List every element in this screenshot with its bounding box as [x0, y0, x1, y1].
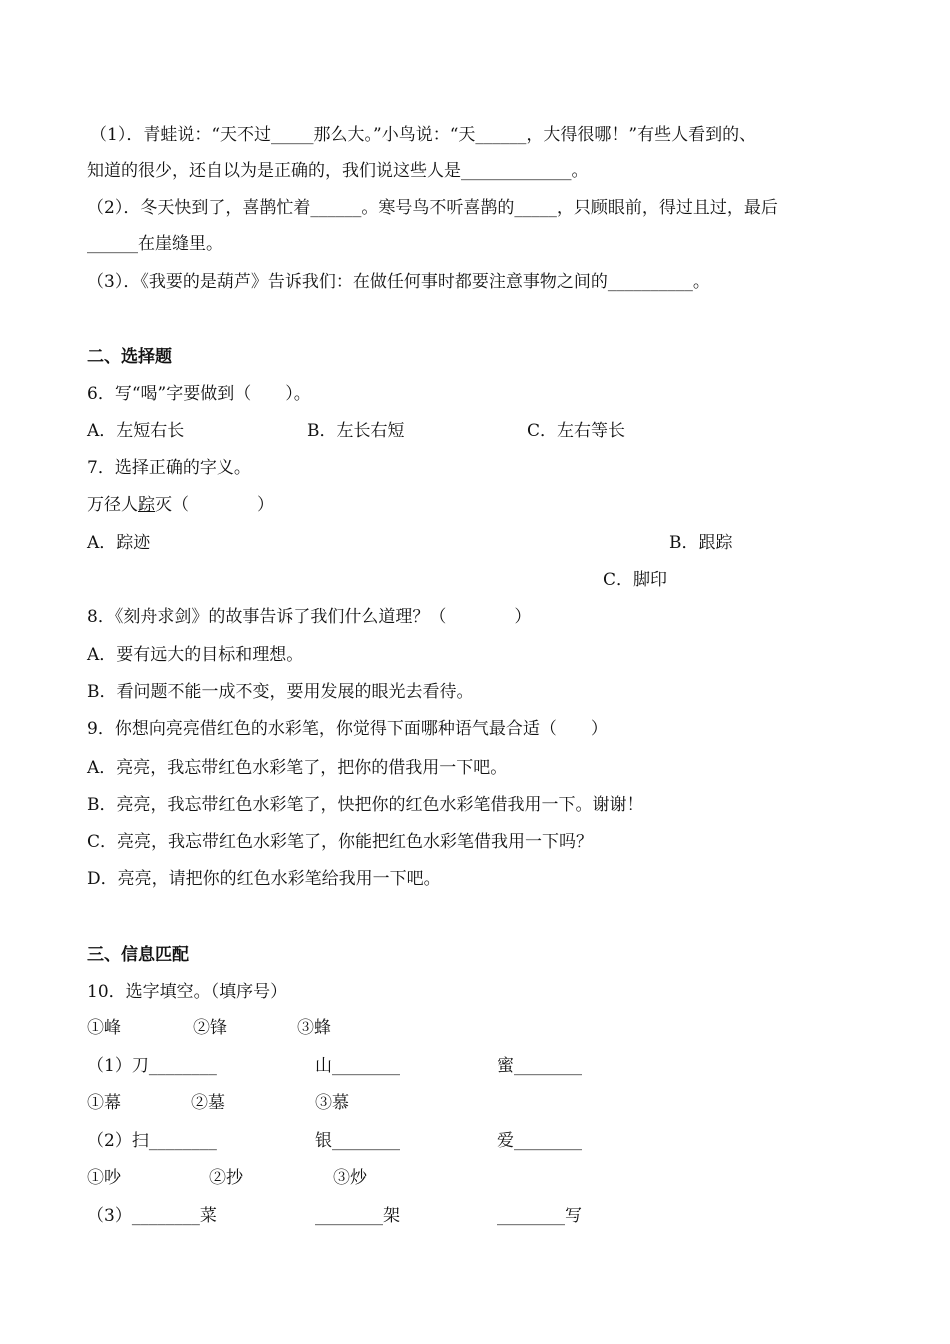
- q3-line-1: （3）．《我要的是葫芦》告诉我们：在做任何事时都要注意事物之间的__________。: [87, 272, 710, 292]
- q7-phrase: [87, 493, 274, 517]
- q10-group1-option: ①峰: [87, 1018, 121, 1038]
- q10-group3-item: ________写: [497, 1206, 582, 1226]
- q10-group1-option: ③蜂: [297, 1018, 331, 1038]
- q1-line-1: （1）．青蛙说：“天不过_____那么大。”小鸟说：“天______，大得很哪！”有些人看到的、: [90, 125, 757, 145]
- q9-option-d: D．亮亮，请把你的红色水彩笔给我用一下吧。: [87, 869, 441, 889]
- q10-group1-item: 蜜________: [497, 1056, 582, 1076]
- q6-option-a: A．左短右长: [87, 421, 185, 441]
- q7-phrase-pre: 万径人: [87, 495, 138, 515]
- q10-group1-option: ②锋: [193, 1018, 227, 1038]
- q7-stem: 7．选择正确的字义。: [87, 458, 251, 478]
- q7-phrase-char: 踪: [138, 495, 155, 515]
- q8-option-b: B．看问题不能一成不变，要用发展的眼光去看待。: [87, 682, 474, 702]
- q10-group2-option: ①幕: [87, 1093, 121, 1113]
- q6-option-b: B．左长右短: [307, 421, 405, 441]
- q9-option-b: B．亮亮，我忘带红色水彩笔了，快把你的红色水彩笔借我用一下。谢谢！: [87, 795, 644, 815]
- q2-line-2: ______在崖缝里。: [87, 234, 223, 254]
- q10-group2-item: 爱________: [497, 1131, 582, 1151]
- q1-line-2: 知道的很少，还自以为是正确的，我们说这些人是_____________。: [87, 161, 589, 181]
- q9-option-a: A．亮亮，我忘带红色水彩笔了，把你的借我用一下吧。: [87, 758, 508, 778]
- q7-option-a: A．踪迹: [87, 533, 151, 553]
- q10-group3-option: ③炒: [333, 1168, 367, 1188]
- q10-group1-item: 山________: [315, 1056, 400, 1076]
- section-heading-matching: 三、信息匹配: [87, 945, 189, 965]
- q10-group1-item: （1）刀________: [87, 1056, 217, 1076]
- q8-option-a: A．要有远大的目标和理想。: [87, 645, 304, 665]
- q7-option-b: B．跟踪: [669, 533, 733, 553]
- q8-stem: 8．《刻舟求剑》的故事告诉了我们什么道理？（ ）: [87, 607, 532, 627]
- q10-group2-item: 银________: [315, 1131, 400, 1151]
- q9-stem: 9．你想向亮亮借红色的水彩笔，你觉得下面哪种语气最合适（ ）: [87, 719, 608, 739]
- q7-phrase-post: 灭（ ）: [155, 495, 274, 515]
- q10-group3-item: ________架: [315, 1206, 400, 1226]
- q6-option-c: C．左右等长: [527, 421, 626, 441]
- q10-stem: 10．选字填空。（填序号）: [87, 982, 288, 1002]
- q10-group3-option: ①吵: [87, 1168, 121, 1188]
- section-heading-choice: 二、选择题: [87, 347, 172, 367]
- q6-stem: 6．写“喝”字要做到（ ）。: [87, 384, 311, 404]
- q10-group3-option: ②抄: [209, 1168, 243, 1188]
- q9-option-c: C．亮亮，我忘带红色水彩笔了，你能把红色水彩笔借我用一下吗？: [87, 832, 594, 852]
- q10-group2-item: （2）扫________: [87, 1131, 217, 1151]
- q2-line-1: （2）．冬天快到了，喜鹊忙着______。寒号鸟不听喜鹊的_____，只顾眼前，得过且过，最后: [87, 198, 778, 218]
- q10-group2-option: ③慕: [315, 1093, 349, 1113]
- q10-group3-item: （3）________菜: [87, 1206, 217, 1226]
- q7-option-c: C．脚印: [603, 570, 668, 590]
- q10-group2-option: ②墓: [191, 1093, 225, 1113]
